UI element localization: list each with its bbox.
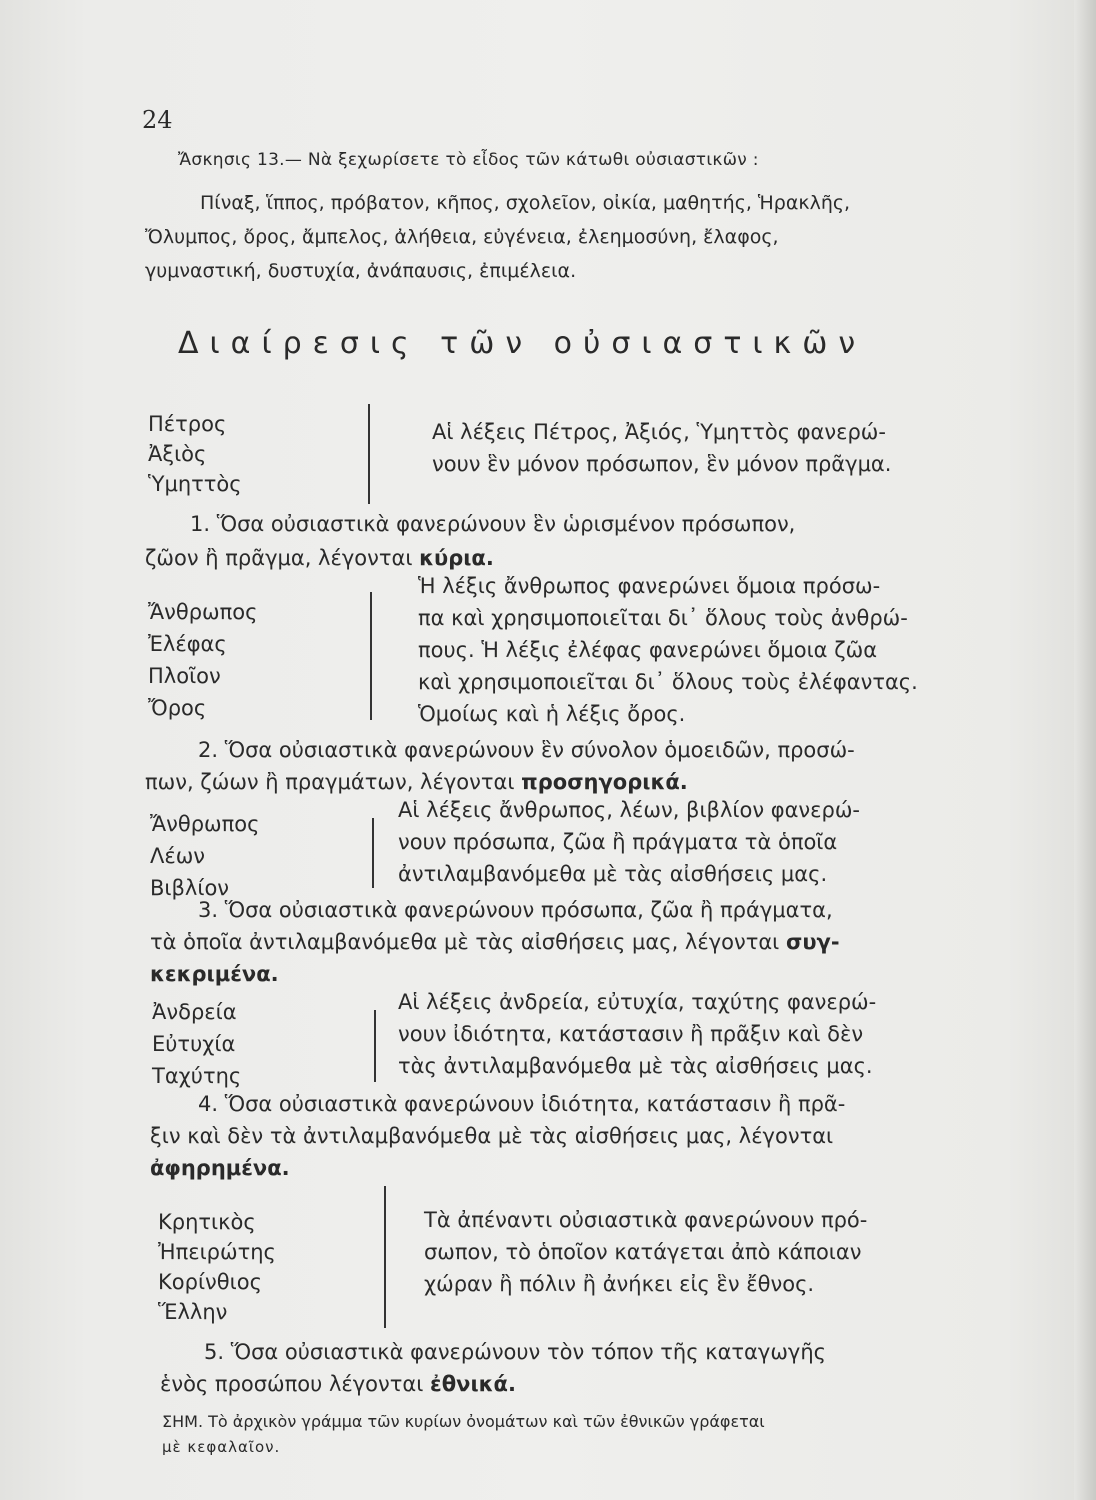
page-number: 24 bbox=[142, 106, 173, 134]
group4-text-line: τὰς ἀντιλαμβανόμεθα μὲ τὰς αἰσθήσεις μας. bbox=[398, 1054, 873, 1078]
rule4-term: ἀφηρημένα. bbox=[150, 1156, 290, 1180]
rule3-line-2 bbox=[150, 930, 840, 954]
group3-text-line: Αἱ λέξεις ἄνθρωπος, λέων, βιβλίον φανερώ- bbox=[398, 798, 861, 822]
group2-word: Ἄνθρωπος bbox=[148, 600, 258, 624]
group2-text-line: πα καὶ χρησιμοποιεῖται δι᾽ ὅλους τοὺς ἀνθρώ- bbox=[418, 606, 908, 630]
rule2-line-2 bbox=[145, 770, 688, 794]
group1-brace bbox=[368, 404, 370, 504]
rule3-line-1: 3. Ὅσα οὐσιαστικὰ φανερώνουν πρόσωπα, ζῶα ἢ πράγματα, bbox=[198, 898, 833, 922]
group1-word: Ἀξιὸς bbox=[148, 442, 207, 466]
exercise-line-2: Ὄλυμπος, ὄρος, ἄμπελος, ἀλήθεια, εὐγένεια, ἐλεημοσύνη, ἔλαφος, bbox=[145, 226, 779, 248]
group1-word: Ὑμηττὸς bbox=[148, 472, 242, 496]
rule1-term: κύρια. bbox=[419, 546, 494, 570]
group3-word: Βιβλίον bbox=[150, 876, 230, 900]
rule1-line-2 bbox=[145, 546, 494, 570]
note-line-2: μὲ κεφαλαῖον. bbox=[162, 1438, 281, 1456]
group2-word: Ὄρος bbox=[148, 696, 207, 720]
group5-word: Ἠπειρώτης bbox=[158, 1240, 276, 1264]
group4-text-line: Αἱ λέξεις ἀνδρεία, εὐτυχία, ταχύτης φανερώ- bbox=[398, 990, 877, 1014]
group2-word: Ἐλέφας bbox=[148, 632, 227, 656]
rule1-text: ζῶον ἢ πρᾶγμα, λέγονται bbox=[145, 546, 413, 570]
group3-text-line: νουν πρόσωπα, ζῶα ἢ πράγματα τὰ ὁποῖα bbox=[398, 830, 838, 854]
group2-text-line: καὶ χρησιμοποιεῖται δι᾽ ὅλους τοὺς ἐλέφαντας. bbox=[418, 670, 918, 694]
group4-word: Ἀνδρεία bbox=[152, 1000, 237, 1024]
group2-text-line: Ὁμοίως καὶ ἡ λέξις ὄρος. bbox=[418, 702, 686, 726]
rule4-line-1: 4. Ὅσα οὐσιαστικὰ φανερώνουν ἰδιότητα, κατάστασιν ἢ πρᾶ- bbox=[198, 1092, 846, 1116]
group5-word: Κορίνθιος bbox=[158, 1270, 262, 1294]
exercise-title: Ἄσκησις 13.— Νὰ ξεχωρίσετε τὸ εἶδος τῶν κάτωθι οὐσιαστικῶν : bbox=[178, 150, 759, 170]
rule3-term-b: κεκριμένα. bbox=[150, 962, 279, 986]
rule2-text: πων, ζώων ἢ πραγμάτων, λέγονται bbox=[145, 770, 515, 794]
group2-text-line: πους. Ἡ λέξις ἐλέφας φανερώνει ὅμοια ζῶα bbox=[418, 638, 878, 662]
group1-text-line: Αἱ λέξεις Πέτρος, Ἀξιός, Ὑμηττὸς φανερώ- bbox=[432, 420, 886, 444]
rule2-line-1: 2. Ὅσα οὐσιαστικὰ φανερώνουν ἓν σύνολον ὁμοειδῶν, προσώ- bbox=[198, 738, 855, 762]
group3-word: Ἄνθρωπος bbox=[150, 812, 260, 836]
rule5-line-2 bbox=[160, 1372, 516, 1396]
group5-text-line: σωπον, τὸ ὁποῖον κατάγεται ἀπὸ κάποιαν bbox=[424, 1240, 862, 1264]
rule4-line-2: ξιν καὶ δὲν τὰ ἀντιλαμβανόμεθα μὲ τὰς αἰσθήσεις μας, λέγονται bbox=[150, 1124, 834, 1148]
rule5-term: ἐθνικά. bbox=[430, 1372, 516, 1396]
group4-word: Ταχύτης bbox=[152, 1064, 242, 1088]
group4-word: Εὐτυχία bbox=[152, 1032, 236, 1056]
group3-brace bbox=[372, 818, 374, 888]
group1-text-line: νουν ἓν μόνον πρόσωπον, ἓν μόνον πρᾶγμα. bbox=[432, 452, 892, 476]
group2-text-line: Ἡ λέξις ἄνθρωπος φανερώνει ὅμοια πρόσω- bbox=[418, 574, 881, 598]
rule2-term: προσηγορικά. bbox=[521, 770, 688, 794]
page-edge-shadow bbox=[1074, 0, 1096, 1500]
group5-word: Κρητικὸς bbox=[158, 1210, 256, 1234]
note-line-1: ΣΗΜ. Τὸ ἀρχικὸν γράμμα τῶν κυρίων ὀνομάτων καὶ τῶν ἐθνικῶν γράφεται bbox=[162, 1412, 765, 1431]
rule3-text: τὰ ὁποῖα ἀντιλαμβανόμεθα μὲ τὰς αἰσθήσεις μας, λέγονται bbox=[150, 930, 780, 954]
group5-word: Ἕλλην bbox=[158, 1300, 228, 1324]
group5-brace bbox=[384, 1186, 386, 1328]
exercise-line-1: Πίναξ, ἵππος, πρόβατον, κῆπος, σχολεῖον, οἰκία, μαθητής, Ἡρακλῆς, bbox=[200, 192, 851, 214]
rule5-text: ἑνὸς προσώπου λέγονται bbox=[160, 1372, 424, 1396]
group4-text-line: νουν ἰδιότητα, κατάστασιν ἢ πρᾶξιν καὶ δὲν bbox=[398, 1022, 864, 1046]
rule3-term-a: συγ- bbox=[785, 930, 840, 954]
exercise-line-3: γυμναστική, δυστυχία, ἀνάπαυσις, ἐπιμέλεια. bbox=[145, 260, 577, 282]
group1-word: Πέτρος bbox=[148, 412, 227, 436]
group3-text-line: ἀντιλαμβανόμεθα μὲ τὰς αἰσθήσεις μας. bbox=[398, 862, 828, 886]
group2-word: Πλοῖον bbox=[148, 664, 221, 688]
rule5-line-1: 5. Ὅσα οὐσιαστικὰ φανερώνουν τὸν τόπον τῆς καταγωγῆς bbox=[204, 1340, 826, 1364]
group3-word: Λέων bbox=[150, 844, 206, 868]
group4-brace bbox=[374, 1010, 376, 1082]
group5-text-line: χώραν ἢ πόλιν ἢ ἀνήκει εἰς ἓν ἔθνος. bbox=[424, 1272, 815, 1296]
section-heading: Διαίρεσις τῶν οὐσιαστικῶν bbox=[178, 326, 867, 361]
rule1-line-1: 1. Ὅσα οὐσιαστικὰ φανερώνουν ἓν ὡρισμένον πρόσωπον, bbox=[190, 512, 796, 536]
group2-brace bbox=[370, 592, 372, 720]
group5-text-line: Τὰ ἀπέναντι οὐσιαστικὰ φανερώνουν πρό- bbox=[424, 1208, 868, 1232]
